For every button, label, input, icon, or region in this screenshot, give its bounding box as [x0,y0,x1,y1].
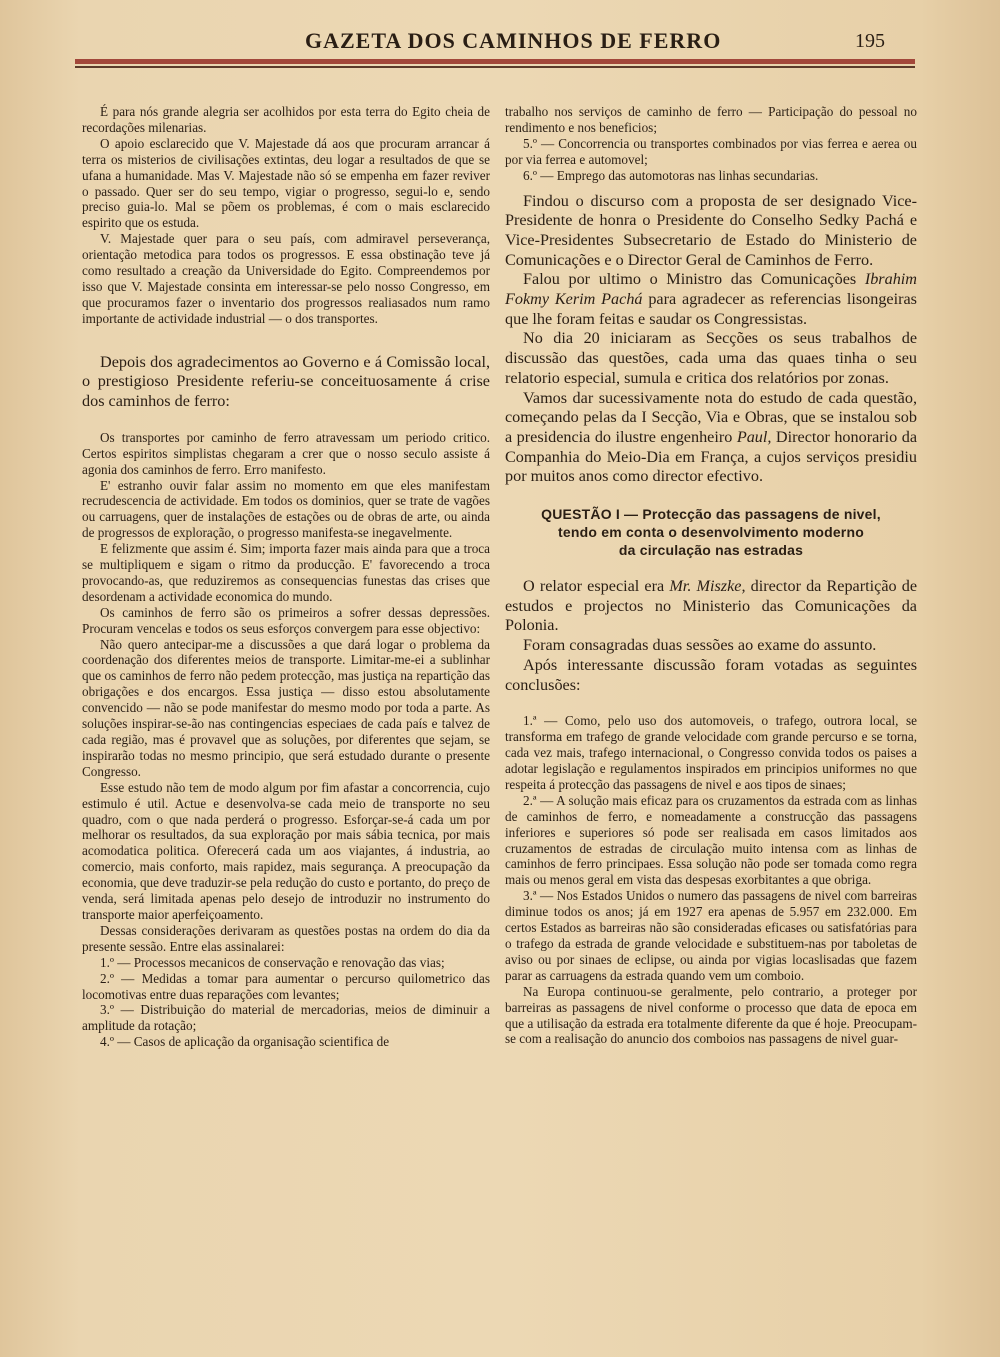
header-rule [75,59,915,64]
spacer [505,559,917,577]
left-column [82,104,490,1050]
narrative-paragraph: Após interessante discussão foram votadas as seguintes conclusões: [505,655,917,694]
list-item: 3.º — Distribuição do material de mercadorias, meios de diminuir a amplitude da rotação; [82,1002,490,1034]
paragraph: E' estranho ouvir falar assim no momento em que eles manifestam recrudescencia de actividade. Em todos os dominios, quer se trate de vagões ou carruagens, quer de instalações de estações ou de obras de arte, ou ainda de progressos de exploração, o progresso manifesta-se inegavelmente. [82,477,490,541]
text-span: Falou por ultimo o Ministro das Comunicações [523,270,865,289]
paragraph: Não quero antecipar-me a discussões a que dará logar o problema da coordenação dos diferentes meios de transporte. Limitar-me-ei a sublinhar que os caminhos de ferro não pedem protecção, mas justiça na repartição das obrigações e dos encargos. Essa justiça — disso estou absolutamente convencido — não se pode manifestar do mesmo modo por toda a parte. As soluções inspirar-se-ão nas contingencias especiaes de cada país e talvez de cada região, mas é provavel que as soluções, por diferentes que sejam, se inspirarão todas no mesmo principio, que será estudado durante o presente Congresso. [82,636,490,779]
heading-line: da circulação nas estradas [618,542,804,559]
narrative-paragraph: Depois dos agradecimentos ao Governo e á Comissão local, o prestigioso Presidente referiu-se conceituosamente á crise dos caminhos de ferro: [82,352,490,411]
paragraph: Na Europa continuou-se geralmente, pelo contrario, a proteger por barreiras as passagens de nivel conforme o processo que data de epoca em que a utilisação da estrada era totalmente diferente da que é hoje. Preocupam-se com a realisação do anuncio dos comboios nas passagens de nivel guar- [505,983,917,1047]
text-span: para agradecer as referencias lisongeiras que lhe foram feitas e saudar os Congressistas. [505,290,917,328]
conclusion-item: 2.ª — A solução mais eficaz para os cruzamentos da estrada com as linhas de caminhos de ferro, e nomeadamente a construcção das passagens inferiores e superiores só pode ser realisada em casos limitados aos cruzamentos de estradas de circulação muito intensa com as linhas de caminhos de ferro principaes. Essa solução não pode ser tomada como regra mais ou menos geral em vista das despesas exorbitantes a que obriga. [505,792,917,888]
list-item: 4.º — Casos de aplicação da organisação scientifica de [100,1034,390,1050]
list-item: 1.º — Processos mecanicos de conservação e renovação das vias; [100,954,445,970]
right-column [505,104,917,1047]
spacer [82,412,490,430]
paragraph: Os transportes por caminho de ferro atravessam um periodo critico. Certos espiritos simplistas chegaram a crer que o nosso seculo assiste á agonia dos caminhos de ferro. Erro manifesto. [82,429,490,477]
section-heading [505,505,917,559]
text-span: Director honorario da Companhia do Meio-Dia em França, a cujos serviços presidiu por muitos anos como director efectivo. [505,427,918,486]
text-span: O relator especial era [523,577,670,596]
text-span: Vamos dar sucessivamente nota do estudo de cada questão, começando pelas da I Secção, Via e Obras, que se instalou sob a presidencia do ilustre engenheiro [505,388,917,446]
list-item: 2.º — Medidas a tomar para aumentar o percurso quilometrico das locomotivas entre duas reparações com levantes; [82,970,490,1002]
narrative-paragraph: Findou o discurso com a proposta de ser designado Vice-Presidente de honra o Presidente do Conselho Sedky Pachá e Vice-Presidentes Subsecretario de Estado do Ministerio de Comunicações e o Director Geral de Caminhos de Ferro. [505,191,917,269]
heading-line: tendo em conta o desenvolvimento moderno [558,524,864,541]
conclusion-item: 3.ª — Nos Estados Unidos o numero das passagens de nivel com barreiras diminue todos os anos; já em 1927 era apenas de 5.957 em 232.000. Em certos Estados as barreiras não são consideradas eficases ou satisfatórias para o trafego da estrada de grande velocidade e substituem-nas por taboletas de aviso ou por sinaes de eclipse, ou ainda por vigias locaslisadas que fazem parar as carruagens da estrada quando vem um comboio. [505,888,917,983]
paragraph: Dessas considerações derivaram as questões postas na ordem do dia da presente sessão. Entre elas assinalarei: [82,922,490,954]
paragraph: Esse estudo não tem de modo algum por fim afastar a concorrencia, cujo estimulo é util. Actue e desenvolva-se cada meio de transporte no seu quadro, com o que nada perderá o progresso. Esforçar-se-á cada um por melhorar os resultados, da sua exploração por mais sábia tecnica, por mais acomodatica politica. Oferecerá cada um aos viajantes, á industria, ao comercio, mais conforto, mais rapidez, mais segurança. A preocupação da economia, que deve traduzir-se pela redução do custo e portanto, do preço de venda, será limitada apenas pelo desejo de introduzir no instrumento do transporte maior aperfeiçoamento. [82,779,490,922]
page-header [75,26,915,56]
person-name: Mr. Miszke, [669,577,746,596]
text-span: director da Repartição de estudos e projectos no Ministerio das Comunicações da Polonia. [505,577,917,635]
spacer [505,184,917,192]
page-number: 195 [855,30,885,52]
heading-line: QUESTÃO I — Protecção das passagens de nivel, [541,506,881,523]
narrative-paragraph [505,270,917,329]
paragraph: É para nós grande alegria ser acolhidos por esta terra do Egito cheia de recordações milenarias. [82,104,490,135]
spacer [82,327,490,353]
spacer [505,695,917,713]
paragraph-continued: trabalho nos serviços de caminho de ferro — Participação do pessoal no rendimento e nos beneficios; [505,104,917,135]
person-name: Ibrahim Fokmy Kerim Pachá [505,270,917,309]
narrative-paragraph: No dia 20 iniciaram as Secções os seus trabalhos de discussão das questões, cada uma das quaes tinha o seu relatorio especial, sumula e critica dos relatórios por zonas. [505,329,917,387]
list-item: 5.º — Concorrencia ou transportes combinados por vias ferrea e aerea ou por via ferrea e automovel; [505,135,917,167]
paragraph: E felizmente que assim é. Sim; importa fazer mais ainda para que a troca se multipliquem e sigam o ritmo da producção. E' favorecendo a troca provocando-as, que reduziremos as consequencias funestas das crises que desordenam a actividade economica do mundo. [82,541,490,604]
person-name: Paul, [736,427,772,446]
publication-title: GAZETA DOS CAMINHOS DE FERRO [305,28,722,53]
paragraph: V. Majestade quer para o seu país, com admiravel perseverança, orientação metodica para todos os progressos. E essa obstinação teve já como resultado a creação da Universidade do Egito. Compreendemos por isso que V. Majestade consinta em interessar-se pelo nosso Congresso, em que procuramos fazer o inventario dos progressos realiasados num ramo importante de actividade industrial — o dos transportes. [82,231,490,326]
conclusion-item: 1.ª — Como, pelo uso dos automoveis, o trafego, outrora local, se transforma em trafego de grande velocidade com grande percurso e se torna, cada vez mais, trafego internacional, o Congresso convida todos os paises a adotar legislação e regulamentos inspirados em principios uniformes no que respeita á protecção das passagens de nivel e aos tipos de sinaes; [505,713,917,792]
narrative-paragraph: Foram consagradas duas sessões ao exame do assunto. [523,636,877,655]
narrative-paragraph [505,577,917,636]
header-rule-thin [75,66,915,68]
paragraph: O apoio esclarecido que V. Majestade dá aos que procuram arrancar á terra os misterios de civilisações extintas, deu logar a resultados de que se ufana a humanidade. Mas V. Majestade não só se empenha em fazer reviver o passado. Quer ser do seu tempo, vigiar o progresso, segui-lo e, sendo preciso guia-lo. Mal se põem os problemas, é com o mais esclarecido espirito que os estuda. [82,135,490,231]
narrative-paragraph [505,389,917,488]
list-item: 6.º — Emprego das automotoras nas linhas secundarias. [523,167,819,183]
spacer [505,487,917,505]
paragraph: Os caminhos de ferro são os primeiros a sofrer dessas depressões. Procuram vencelas e todos os seus esforços convergem para esse objectivo: [82,604,490,636]
